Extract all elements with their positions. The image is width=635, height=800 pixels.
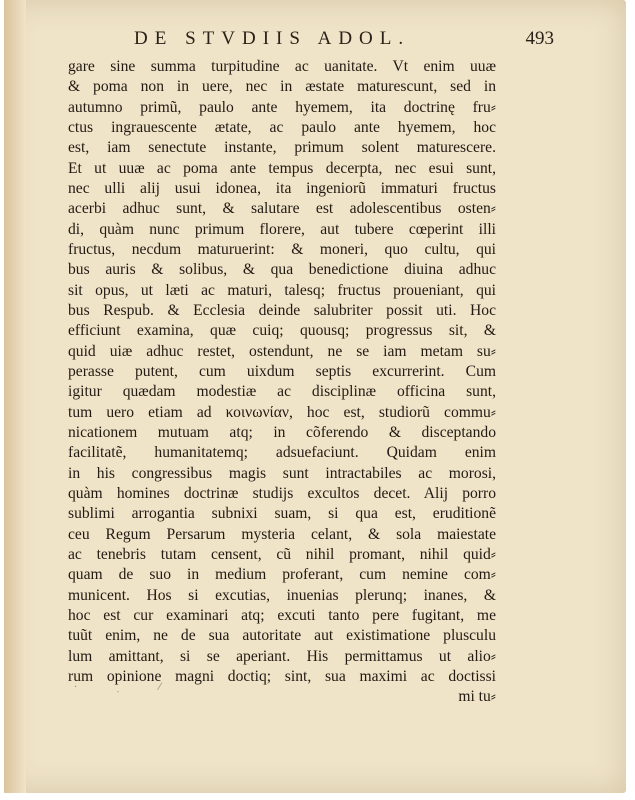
text-line: in his congressibus magis sunt intractabiles ac morosi, [68, 464, 496, 482]
text-line: quid uiæ adhuc restet, ostendunt, ne se iam metam su⸗ [68, 342, 496, 360]
text-line: bus Respub. & Ecclesia deinde salubriter possit uti. Hoc [68, 301, 496, 319]
text-line: igitur quædam modestiæ ac disciplinæ officina sunt, [68, 383, 496, 401]
text-line: sit opus, ut læti ac maturi, talesq; fructus proueniant, qui [68, 281, 496, 299]
text-line: perasse putent, cum uixdum septis excurrerint. Cum [68, 362, 496, 380]
text-line: fructus, necdum maturuerint: & moneri, quo cultu, qui [68, 240, 496, 258]
text-line: facilitatẽ, humanitatemq; adsuefaciunt. Quidam enim [68, 444, 496, 462]
text-line: rum opinione magni doctiq; sint, sua maximi ac doctissi [68, 667, 496, 685]
text-line: acerbi adhuc sunt, & salutare est adolescentibus osten⸗ [68, 200, 496, 218]
page-number: 493 [525, 28, 554, 49]
text-line: est, iam senectute instante, primum solent maturescere. [68, 139, 496, 157]
text-line: Et ut uuæ ac poma ante tempus decerpta, nec esui sunt, [68, 159, 496, 177]
text-line: quam de suo in medium proferant, cum nemine com⸗ [68, 566, 496, 584]
page-header [134, 28, 554, 54]
text-line: ceu Regum Persarum mysteria celant, & sola maiestate [68, 525, 496, 543]
text-line: efficiunt examina, quæ cuiq; quousq; progressus sit, & [68, 322, 496, 340]
text-line: di, quàm nunc primum florere, aut tubere cœperint illi [68, 220, 496, 238]
text-line: bus auris & solibus, & qua benedictione diuina adhuc [68, 261, 496, 279]
text-line: gare sine summa turpitudine ac uanitate. Vt enim uuæ [68, 58, 496, 75]
text-line: autumno primũ, paulo ante hyemem, ita doctrinę fru⸗ [68, 98, 496, 116]
text-line: ctus ingrauescente ætate, ac paulo ante hyemem, hoc [68, 118, 496, 136]
text-line: ac tenebris tutam censent, cũ nihil promant, nihil quid⸗ [68, 545, 496, 563]
running-title: DE STVDIIS ADOL. [134, 28, 411, 49]
catchword: mi tu⸗ [458, 688, 496, 706]
text-line: nicationem mutuam atq; in cõferendo & disceptando [68, 423, 496, 441]
text-line: hoc est cur examinari atq; excuti tanto pere fugitant, me [68, 606, 496, 624]
text-line: tuũt enim, ne de sua autoritate aut existimatione plusculu [68, 627, 496, 645]
text-line: tum uero etiam ad κοινωνίαν, hoc est, studiorũ commu⸗ [68, 403, 496, 421]
text-line: & poma non in uere, nec in æstate maturescunt, sed in [68, 78, 496, 96]
page-gutter-edge [4, 0, 26, 793]
text-line: quàm homines doctrinæ studijs excultos decet. Alij porro [68, 484, 496, 502]
text-line: sublimi arrogantia subnixi suam, si qua est, eruditionẽ [68, 505, 496, 523]
text-line: nec ulli alij usui idonea, ita ingeniorũ immaturi fructus [68, 179, 496, 197]
ink-specks: · ˏ ⁄ [74, 682, 179, 693]
book-page [4, 0, 626, 793]
text-line: municent. Hos si excutias, inuenias plerunq; inanes, & [68, 586, 496, 604]
text-line: lum amittant, si se aperiant. His permittamus ut alio⸗ [68, 647, 496, 665]
body-text [68, 57, 496, 708]
